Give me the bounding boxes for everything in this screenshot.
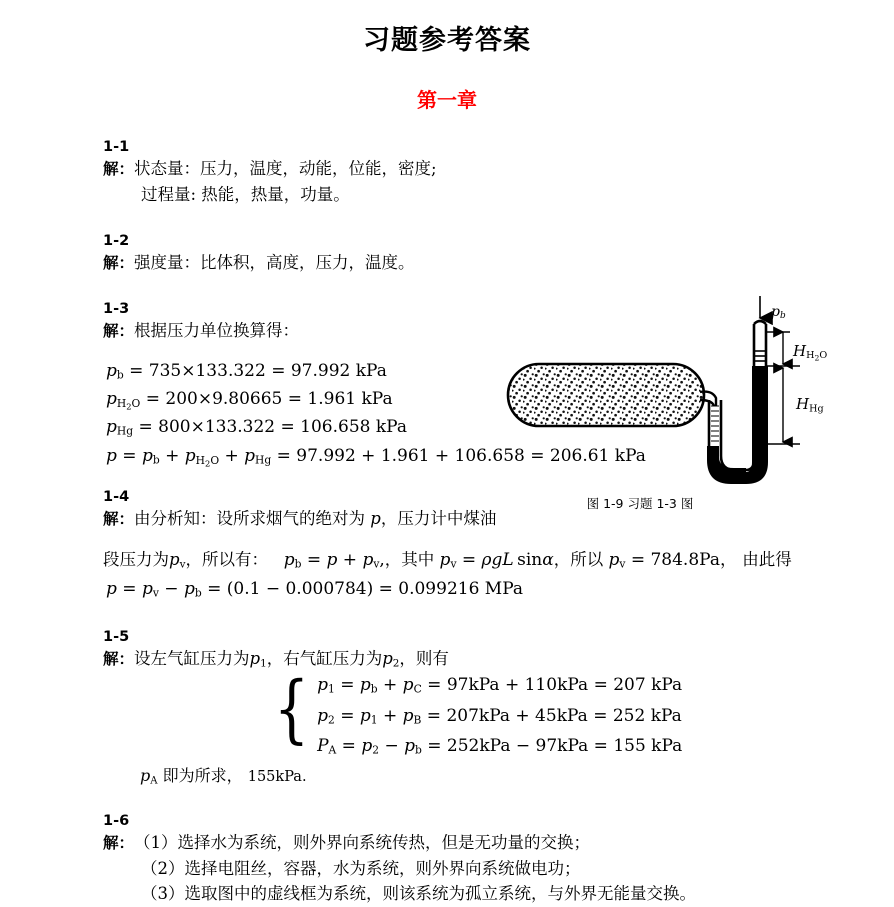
chapter-title: 第一章 [417,88,477,112]
text-segment: 由此得 [742,550,792,569]
solution-row [103,830,696,856]
solution-text-line: （1）选择水为系统，则外界向系统传热，但是无功量的交换； [134,833,591,852]
symbol-H: H [796,395,810,413]
symbol-p1: $p_1$ [249,649,267,670]
solution-text-line [103,547,792,578]
symbol-pb: p [183,579,195,599]
solution-label: 解： [103,322,135,340]
symbol-pv: $p_v$ [169,550,186,571]
problem-number: 1-5 [103,629,130,645]
text-segment: ，所以有： [185,550,268,569]
value-155kpa: 155kPa. [247,769,307,785]
manometer-diagram [490,296,800,496]
equation-system-1-5 [268,666,683,764]
equation-pv-value: $p_v = 784.8Pa$， [608,550,737,571]
text-segment: 设左气缸压力为 [134,649,250,668]
problem-number: 1-4 [103,489,130,505]
problem-block-1-1 [103,138,437,207]
problem-block-1-6 [103,812,696,906]
solution-text-line [134,506,496,531]
equation-p-total: $p = p_b + p_{H_2O} + p_{Hg} = 97.992 + 1.961 + 106.658 = 206.61$ kPa [106,446,646,469]
equation-p-final-1-4: $p = p_v - p_b = (0.1 - 0.000784) = 0.099216$ MPa [106,579,524,600]
label-h-hg [796,395,824,414]
subscript-h2o: H2O [806,350,828,363]
gas-vessel [508,364,704,426]
equation-rhs: = 97kPa + 110kPa = 207 kPa [427,675,683,695]
subscript-b: b [779,311,786,322]
text-segment: ，其中 [384,550,435,569]
text-segment: 即为所求， [162,766,243,785]
symbol-p2: $p_2$ [382,649,400,670]
text-post: ，压力计中煤油 [380,509,497,528]
equation-rhs: = (0.1 − 0.000784) = 0.099216 MPa [207,579,524,599]
label-pb [771,304,786,321]
solution-label: 解： [103,834,135,852]
solution-text-line: （3）选取图中的虚线框为系统，则该系统为孤立系统，与外界无能量交换。 [141,884,696,903]
subscript-b: b [152,453,160,467]
solution-label: 解： [103,254,135,272]
subscript-hg: Hg [255,453,272,467]
solution-text-line: 根据压力单位换算得： [134,321,300,340]
problem-number: 1-6 [103,813,130,829]
label-h-h2o [793,342,827,363]
mercury-column [707,366,768,484]
subscript-b: b [116,368,124,382]
equation-rhs: = 200×9.80665 = 1.961 kPa [145,389,393,409]
symbol-p: p [106,361,117,381]
equation-p1: $p_1 = p_b + p_C = 97kPa + 110kPa = 207$ kPa [317,675,683,696]
fluid-hatching-left-limb [711,406,719,441]
figure-1-9-manometer [490,296,828,496]
solution-text-line: 状态量：压力，温度，动能，位能，密度; [134,159,437,178]
equation-rhs: = 735×133.322 = 97.992 kPa [129,361,387,381]
equation-rhs: = 800×133.322 = 106.658 kPa [138,417,407,437]
conclusion-1-5: $p_A$ 即为所求， 155kPa. [140,766,307,787]
solution-row [103,506,496,532]
solution-text-line: 过程量: 热能，热量，功量。 [141,185,350,204]
solution-label: 解： [103,510,135,528]
equation-rhs: = 252kPa − 97kPa = 155 kPa [427,736,683,757]
equation-phg [106,414,407,445]
solution-label: 解： [103,650,135,668]
solution-label: 解： [103,160,135,178]
problem-number: 1-3 [103,301,130,317]
equation-rhs: = 97.992 + 1.961 + 106.658 = 206.61 kPa [276,446,646,466]
text-segment: 段压力为 [103,550,169,569]
problem-block-1-2 [103,232,415,276]
text-segment: ，则有 [399,649,449,668]
symbol-p: p [184,446,196,466]
water-column-hatching [755,351,765,361]
equation-pa: $P_A = p_2 - p_b = 252kPa - 97kPa = 155$ kPa [317,736,683,758]
solution-row [103,250,415,276]
problem-block-1-3 [103,300,299,344]
text-segment: ，所以 [553,550,604,569]
equation-p2: $p_2 = p_1 + p_B = 207kPa + 45kPa = 252$ kPa [317,705,682,727]
symbol-p: p [106,579,117,599]
symbol-H: H [793,342,807,360]
equation-pv-def: $p_v = \rho gL$ sinα [439,550,554,571]
solution-text-line: （2）选择电阻丝，容器，水为系统，则外界向系统做电功； [141,859,581,878]
symbol-pa: p [140,766,151,785]
equation-pb [106,358,387,389]
subscript-hg: Hg [809,403,824,415]
equation-pb-eq: $p_b = p + p_v$, [283,550,385,571]
solution-text-line: 强度量：比体积，高度，压力，温度。 [134,253,415,272]
page-title: 习题参考答案 [363,25,531,56]
system-equations [317,672,682,764]
subscript-h2o: H2O [116,396,141,412]
symbol-p: p [141,446,153,466]
text-segment: ，右气缸压力为 [266,649,383,668]
equation-rhs: = 207kPa + 45kPa = 252 kPa [426,705,682,726]
symbol-p: p [106,389,117,409]
symbol-p: p [244,446,256,466]
problem-number: 1-1 [103,139,130,155]
equation-rhs: = 784.8Pa， [630,550,737,570]
subscript-hg: Hg [116,424,134,438]
symbol-p: p [106,417,117,437]
subscript-h2o: H2O [195,453,220,469]
problem-number: 1-2 [103,233,130,249]
symbol-p: p [370,509,381,528]
symbol-p: p [106,446,117,466]
solution-row [103,156,437,182]
left-brace: { [273,666,310,752]
solution-row [103,318,299,344]
figure-caption: 图 1-9 习题 1-3 图 [586,496,694,511]
symbol-pv: p [141,579,153,599]
problem-block-1-4 [103,488,496,532]
text-pre: 由分析知：设所求烟气的绝对为 [134,509,366,528]
symbol-p: p [771,304,780,320]
